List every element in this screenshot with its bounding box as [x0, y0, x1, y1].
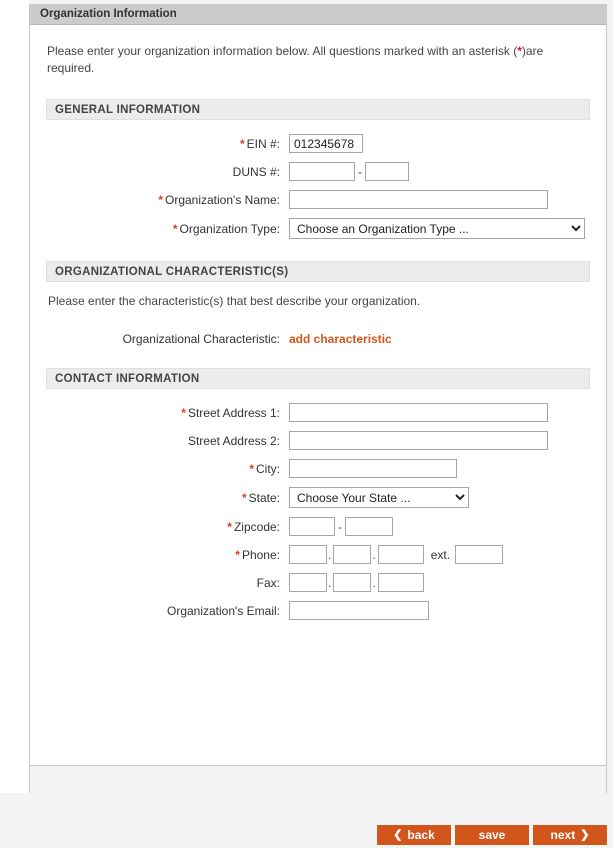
field-row-duns — [46, 162, 590, 181]
label-organizational-characteristic: Organizational Characteristic: — [122, 332, 280, 346]
field-row-state — [46, 487, 590, 508]
duns-input-part2[interactable] — [365, 162, 409, 181]
add-characteristic-link[interactable]: add characteristic — [289, 332, 392, 346]
section-header-characteristics-label: ORGANIZATIONAL CHARACTERISTIC(S) — [55, 265, 289, 278]
intro-text — [47, 43, 587, 77]
required-asterisk-icon: * — [235, 547, 240, 562]
field-row-street-address-2 — [46, 431, 590, 450]
label-state-text: State: — [248, 490, 280, 505]
duns-separator: - — [358, 164, 362, 179]
organization-email-input[interactable] — [289, 601, 429, 620]
label-ein — [46, 137, 289, 151]
field-row-organization-type — [46, 218, 590, 239]
characteristics-subtitle: Please enter the characteristic(s) that best describe your organization. — [48, 294, 421, 308]
general-information-fields — [46, 134, 590, 239]
zipcode-input-part1[interactable] — [289, 517, 335, 536]
field-row-ein — [46, 134, 590, 153]
required-asterisk-icon: * — [172, 221, 178, 236]
intro-text-after: )are required. — [47, 44, 544, 75]
label-street-address-2-text: Street Address 2: — [187, 433, 280, 448]
city-input[interactable] — [289, 459, 457, 478]
duns-input-part1[interactable] — [289, 162, 355, 181]
fax-separator-2: . — [372, 575, 376, 590]
label-city-text: City: — [256, 461, 280, 476]
state-select[interactable] — [289, 487, 469, 508]
required-asterisk-icon: * — [181, 405, 186, 420]
back-button[interactable] — [377, 825, 451, 845]
organization-name-input[interactable] — [289, 190, 548, 209]
label-organization-name — [46, 193, 289, 207]
zipcode-input-part2[interactable] — [345, 517, 393, 536]
phone-separator-1: . — [328, 547, 332, 562]
required-asterisk-icon: * — [158, 192, 163, 207]
phone-input-area-code[interactable] — [289, 545, 327, 564]
save-button[interactable] — [455, 825, 529, 845]
footer-button-group — [377, 825, 607, 845]
panel-body — [30, 25, 606, 765]
fax-input-area-code[interactable] — [289, 573, 327, 592]
bottom-spacer — [46, 629, 590, 657]
contact-information-fields — [46, 403, 590, 620]
label-city — [46, 462, 289, 476]
label-fax — [46, 576, 289, 590]
phone-input-prefix[interactable] — [333, 545, 371, 564]
label-zipcode — [46, 520, 289, 534]
chevron-left-icon: ❮ — [393, 828, 403, 841]
label-organization-type-text: Organization Type: — [179, 221, 280, 236]
save-button-label: save — [478, 828, 506, 842]
label-state — [46, 491, 289, 505]
section-header-characteristics — [46, 261, 590, 282]
field-row-phone — [46, 545, 590, 564]
field-row-street-address-1 — [46, 403, 590, 422]
label-street-address-2 — [46, 434, 289, 448]
street-address-1-input[interactable] — [289, 403, 548, 422]
intro-required-asterisk: * — [517, 44, 522, 58]
phone-input-line[interactable] — [378, 545, 424, 564]
intro-text-before: Please enter your organization information below. All questions marked with an asterisk ( — [47, 44, 518, 58]
organization-type-select[interactable] — [289, 218, 585, 239]
required-asterisk-icon: * — [241, 490, 247, 505]
field-row-organization-name — [46, 190, 590, 209]
section-header-contact — [46, 368, 590, 389]
field-row-fax — [46, 573, 590, 592]
label-zipcode-text: Zipcode: — [233, 519, 280, 534]
label-street-address-1-text: Street Address 1: — [187, 405, 280, 420]
back-button-label: back — [407, 828, 435, 842]
phone-separator-2: . — [372, 547, 376, 562]
fax-separator-1: . — [328, 575, 332, 590]
label-ein-text: EIN #: — [246, 136, 280, 151]
label-organization-type — [46, 222, 289, 236]
ein-input[interactable] — [289, 134, 363, 153]
label-phone — [46, 548, 289, 562]
street-address-2-input[interactable] — [289, 431, 548, 450]
next-button[interactable] — [533, 825, 607, 845]
fax-input-prefix[interactable] — [333, 573, 371, 592]
organization-information-panel — [29, 4, 607, 766]
label-fax-text: Fax: — [256, 575, 280, 590]
page-title: Organization Information — [40, 8, 177, 20]
chevron-right-icon: ❯ — [580, 828, 590, 841]
label-phone-text: Phone: — [241, 547, 280, 562]
label-street-address-1 — [46, 406, 289, 420]
required-asterisk-icon: * — [249, 461, 254, 476]
panel-title-bar — [30, 4, 606, 25]
section-header-contact-label: CONTACT INFORMATION — [55, 372, 200, 385]
required-asterisk-icon: * — [239, 136, 245, 151]
footer-bar — [0, 793, 613, 848]
label-duns-text: DUNS #: — [232, 164, 280, 179]
fax-input-line[interactable] — [378, 573, 424, 592]
section-header-general-label: GENERAL INFORMATION — [55, 103, 201, 116]
label-organization-email — [46, 604, 289, 618]
left-gutter — [0, 0, 29, 848]
field-row-city — [46, 459, 590, 478]
field-row-organizational-characteristic — [46, 332, 590, 346]
label-organization-email-text: Organization's Email: — [166, 603, 280, 618]
section-header-general — [46, 99, 590, 120]
zipcode-separator: - — [338, 519, 342, 534]
phone-ext-label: ext. — [430, 547, 451, 562]
phone-input-extension[interactable] — [455, 545, 503, 564]
required-asterisk-icon: * — [227, 519, 232, 534]
label-duns — [46, 165, 289, 179]
next-button-label: next — [550, 828, 576, 842]
label-organization-name-text: Organization's Name: — [164, 192, 280, 207]
field-row-zipcode — [46, 517, 590, 536]
field-row-organization-email — [46, 601, 590, 620]
